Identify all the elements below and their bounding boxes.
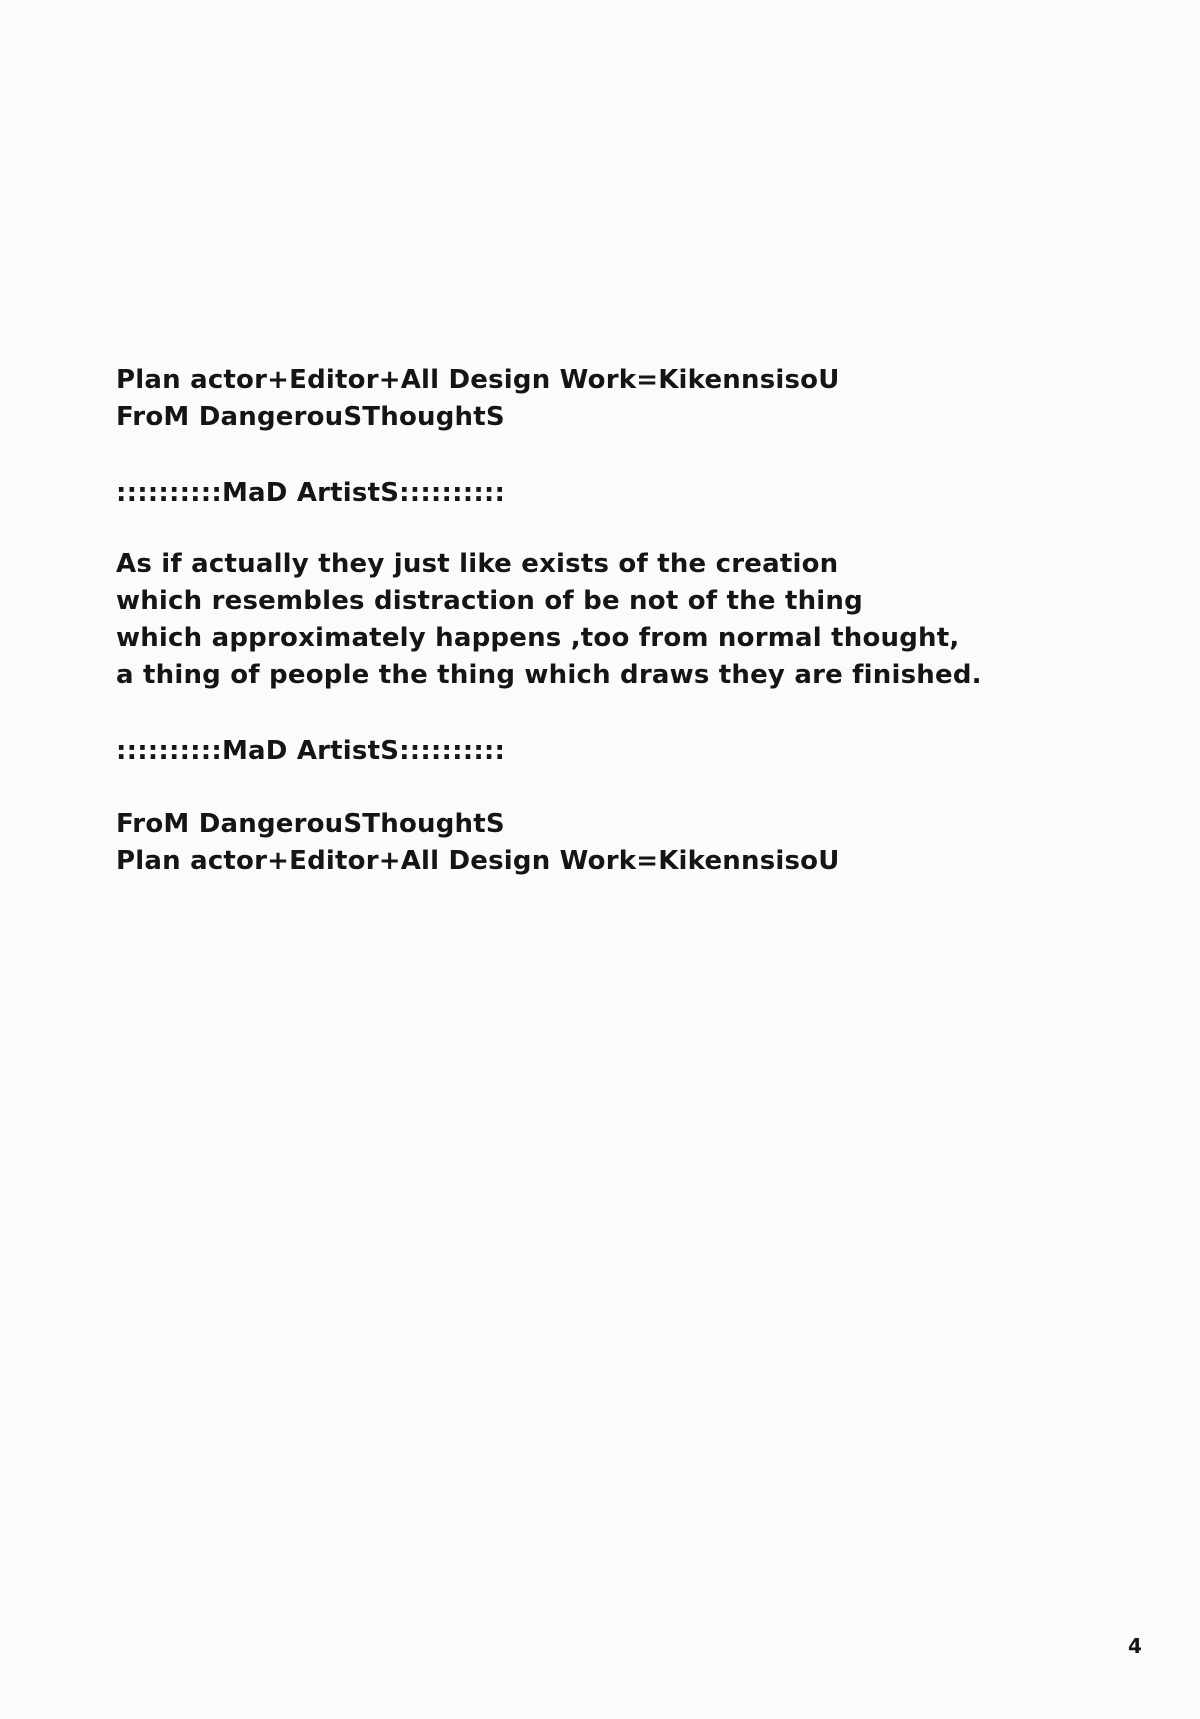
credits-line: FroM DangerouSThoughtS	[116, 809, 505, 839]
divider-text: ::::::::::MaD ArtistS::::::::::	[116, 736, 506, 766]
body-line: As if actually they just like exists of the creation	[116, 549, 839, 579]
section-divider-bottom	[116, 733, 1116, 770]
body-line: which approximately happens ,too from normal thought,	[116, 623, 960, 653]
credits-line: Plan actor+Editor+All Design Work=KikennsisoU	[116, 846, 840, 876]
section-divider-top	[116, 475, 1116, 512]
credits-line: Plan actor+Editor+All Design Work=KikennsisoU	[116, 365, 840, 395]
divider-text: ::::::::::MaD ArtistS::::::::::	[116, 478, 506, 508]
credits-bottom	[116, 806, 1116, 880]
body-line: which resembles distraction of be not of the thing	[116, 586, 863, 616]
page-number: 4	[1128, 1634, 1142, 1658]
credits-line: FroM DangerouSThoughtS	[116, 402, 505, 432]
body-line: a thing of people the thing which draws they are finished.	[116, 660, 982, 690]
body-paragraph	[116, 546, 1116, 694]
credits-top	[116, 362, 1116, 436]
